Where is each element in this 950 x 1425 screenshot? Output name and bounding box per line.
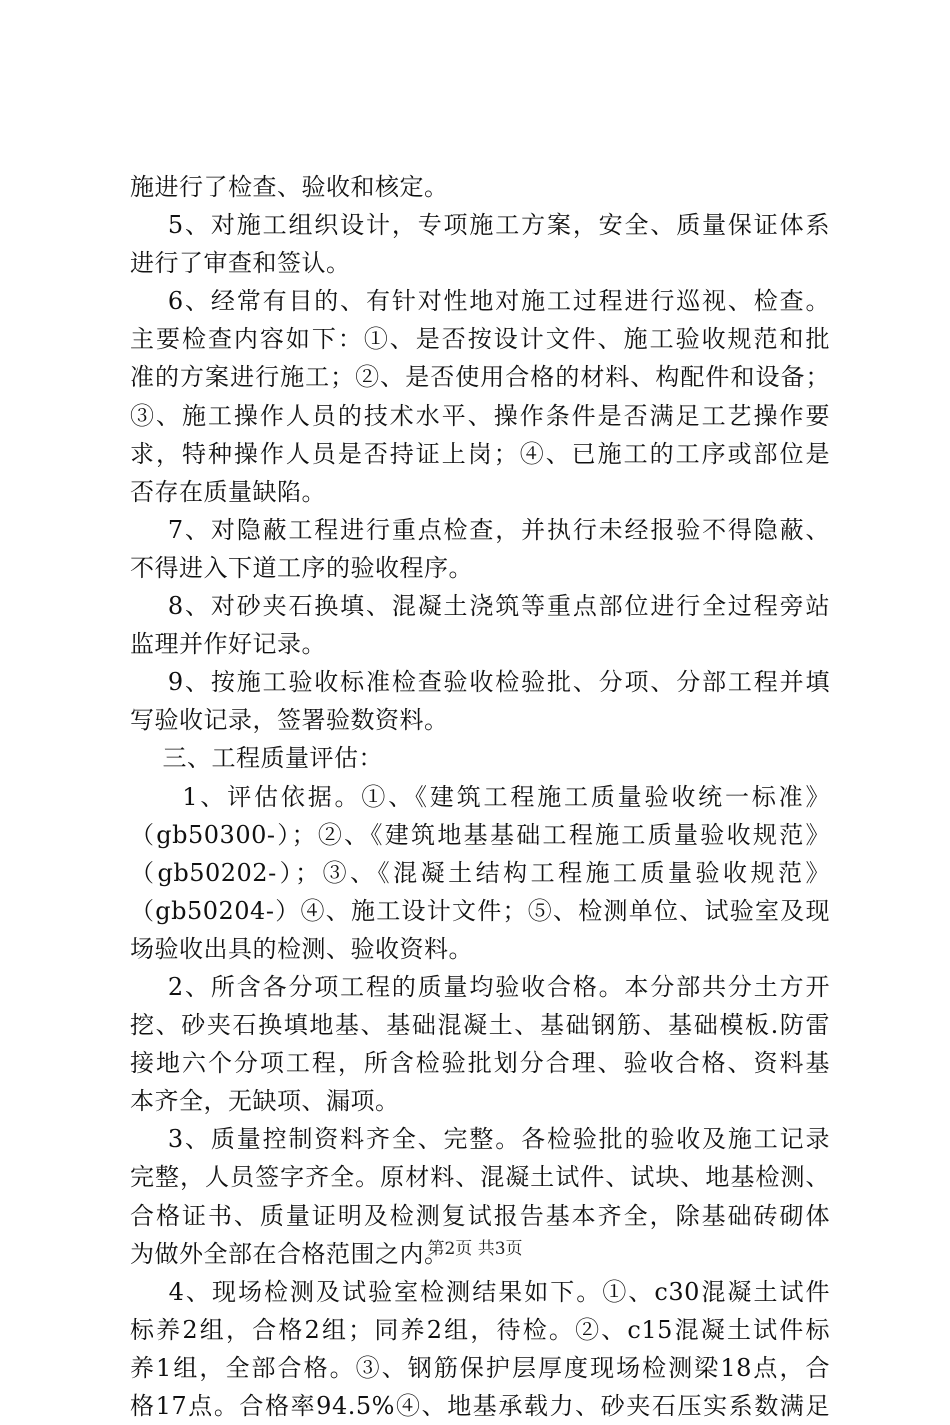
text-line: 9、按施工验收标准检查验收检验批、分项、分部工程并填 [130, 668, 830, 697]
text-line: （gb50204-）④、施工设计文件；⑤、检测单位、试验室及现 [130, 896, 830, 925]
text-line: 三、工程质量评估： [130, 744, 384, 773]
text-line: 挖、砂夹石换填地基、基础混凝土、基础钢筋、基础模板.防雷 [130, 1011, 830, 1040]
page-footer: 第2页 共3页 [427, 1239, 523, 1259]
text-line: 求，特种操作人员是否持证上岗；④、已施工的工序或部位是 [130, 439, 830, 468]
text-line: 8、对砂夹石换填、混凝土浇筑等重点部位进行全过程旁站 [130, 592, 830, 621]
text-line: 格17点。合格率94.5%④、地基承载力、砂夹石压实系数满足 [130, 1392, 830, 1420]
text-line: 写验收记录，签署验数资料。 [130, 706, 449, 735]
text-line: 4、现场检测及试验室检测结果如下。①、c30混凝土试件 [130, 1277, 830, 1306]
text-line: 接地六个分项工程，所含检验批划分合理、验收合格、资料基 [130, 1049, 830, 1078]
text-line: 养1组，全部合格。③、钢筋保护层厚度现场检测梁18点，合 [130, 1353, 830, 1382]
text-line: 7、对隐蔽工程进行重点检查，并执行未经报验不得隐蔽、 [130, 515, 830, 544]
text-line: （gb50202-）；③、《混凝土结构工程施工质量验收规范》 [130, 858, 830, 887]
text-line: 场验收出具的检测、验收资料。 [130, 934, 473, 963]
text-line: 1、评估依据。①、《建筑工程施工质量验收统一标准》 [130, 782, 830, 811]
text-line: 标养2组，合格2组；同养2组，待检。②、c15混凝土试件标 [130, 1315, 830, 1344]
text-line: （gb50300-）；②、《建筑地基基础工程施工质量验收规范》 [130, 820, 830, 849]
text-line: 准的方案进行施工；②、是否使用合格的材料、构配件和设备； [130, 363, 830, 392]
text-line: 不得进入下道工序的验收程序。 [130, 553, 473, 582]
text-line: 监理并作好记录。 [130, 630, 326, 659]
text-line: 为做外全部在合格范围之内。 [130, 1239, 449, 1268]
text-line: 2、所含各分项工程的质量均验收合格。本分部共分土方开 [130, 972, 830, 1001]
text-line: 完整，人员签字齐全。原材料、混凝土试件、试块、地基检测、 [130, 1163, 830, 1192]
text-line: ③、施工操作人员的技术水平、操作条件是否满足工艺操作要 [130, 401, 830, 430]
text-line: 6、经常有目的、有针对性地对施工过程进行巡视、检查。 [130, 287, 830, 316]
text-line: 进行了审查和签认。 [130, 249, 351, 278]
text-line: 本齐全，无缺项、漏项。 [130, 1087, 400, 1116]
text-line: 否存在质量缺陷。 [130, 477, 326, 506]
text-line: 3、质量控制资料齐全、完整。各检验批的验收及施工记录 [130, 1125, 830, 1154]
text-line: 主要检查内容如下：①、是否按设计文件、施工验收规范和批 [130, 325, 830, 354]
text-line: 施进行了检查、验收和核定。 [130, 173, 449, 201]
text-line: 合格证书、质量证明及检测复试报告基本齐全，除基础砖砌体 [130, 1201, 830, 1230]
text-line: 5、对施工组织设计，专项施工方案，安全、质量保证体系 [130, 211, 830, 240]
